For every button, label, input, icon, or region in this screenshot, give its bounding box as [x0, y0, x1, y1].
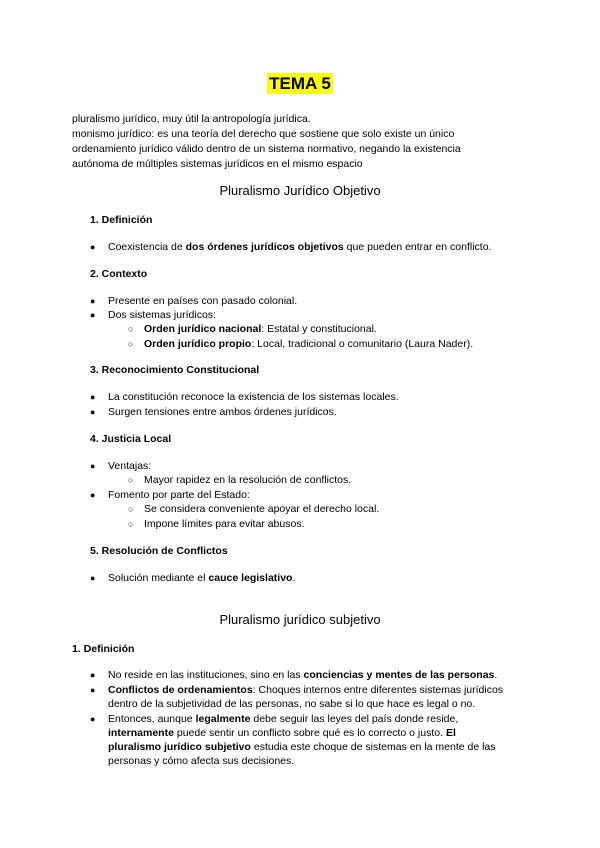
- list-item: ● Presente en países con pasado colonial.: [90, 295, 298, 307]
- list-item: ○ Impone límites para evitar abusos.: [128, 518, 305, 530]
- bullet-icon: ●: [90, 573, 96, 583]
- sub-bullet-icon: ○: [128, 475, 134, 485]
- list-item: ○ Mayor rapidez en la resolución de conflictos.: [128, 474, 352, 486]
- list-item: ● Dos sistemas jurídicos:: [90, 309, 216, 321]
- sub-bullet-icon: ○: [128, 324, 134, 334]
- bullet-icon: ●: [90, 407, 96, 417]
- section-heading-subjetivo: Pluralismo jurídico subjetivo: [219, 612, 381, 627]
- intro-line: ordenamiento jurídico válido dentro de un sistema normativo, negando la existencia: [72, 143, 461, 155]
- list-item: ● La constitución reconoce la existencia de los sistemas locales.: [90, 391, 399, 403]
- list-item: ○ Orden jurídico propio: Local, tradicional o comunitario (Laura Nader).: [128, 338, 474, 350]
- list-item: ○ Se considera conveniente apoyar el derecho local.: [128, 503, 380, 515]
- bullet-icon: ●: [90, 242, 96, 252]
- list-item: ○ Orden jurídico nacional: Estatal y constitucional.: [128, 323, 377, 335]
- list-item: ● No reside en las instituciones, sino en las conciencias y mentes de las personas.: [90, 669, 498, 681]
- list-item: ● Entonces, aunque legalmente debe seguir las leyes del país donde reside, internamente puede sentir un conflicto sobre qué es lo correcto o justo. El pluralismo jurídico subjetivo estudia este choque de sistemas en la mente de las personas y cómo afecta sus decisiones.: [90, 713, 496, 767]
- subsection-title: 1. Definición: [72, 643, 135, 655]
- intro-line: monismo jurídico: es una teoría del derecho que sostiene que solo existe un único: [72, 128, 455, 140]
- bullet-icon: ●: [90, 670, 96, 680]
- sub-bullet-icon: ○: [128, 504, 134, 514]
- page-title: TEMA 5: [269, 74, 331, 93]
- bullet-icon: ●: [90, 490, 96, 500]
- subsection-title: 4. Justicia Local: [90, 433, 172, 445]
- sub-bullet-icon: ○: [128, 519, 134, 529]
- bullet-icon: ●: [90, 685, 96, 695]
- intro-line: pluralismo jurídico, muy útil la antropología jurídica.: [72, 113, 311, 125]
- subsection-title: 5. Resolución de Conflictos: [90, 545, 228, 557]
- list-item: ● Ventajas:: [90, 460, 152, 472]
- bullet-icon: ●: [90, 392, 96, 402]
- subsection-title: 1. Definición: [90, 214, 153, 226]
- list-item: ● Surgen tensiones entre ambos órdenes jurídicos.: [90, 406, 337, 418]
- list-item: ● Coexistencia de dos órdenes jurídicos objetivos que pueden entrar en conflicto.: [90, 241, 492, 253]
- list-item: ● Solución mediante el cauce legislativo.: [90, 572, 296, 584]
- list-item: ● Conflictos de ordenamientos: Choques internos entre diferentes sistemas jurídicos dentro de la subjetividad de las personas, no sabe si lo que hace es legal o no.: [90, 684, 504, 710]
- section-heading-objetivo: Pluralismo Jurídico Objetivo: [219, 183, 381, 198]
- bullet-icon: ●: [90, 461, 96, 471]
- subsection-title: 3. Reconocimiento Constitucional: [90, 364, 260, 376]
- sub-bullet-icon: ○: [128, 339, 134, 349]
- subsection-title: 2. Contexto: [90, 268, 148, 280]
- bullet-icon: ●: [90, 296, 96, 306]
- bullet-icon: ●: [90, 714, 96, 724]
- list-item: ● Fomento por parte del Estado:: [90, 489, 250, 501]
- intro-paragraph: [72, 112, 532, 172]
- bullet-icon: ●: [90, 310, 96, 320]
- intro-line: autónoma de múltiples sistemas jurídicos en el mismo espacio: [72, 158, 363, 170]
